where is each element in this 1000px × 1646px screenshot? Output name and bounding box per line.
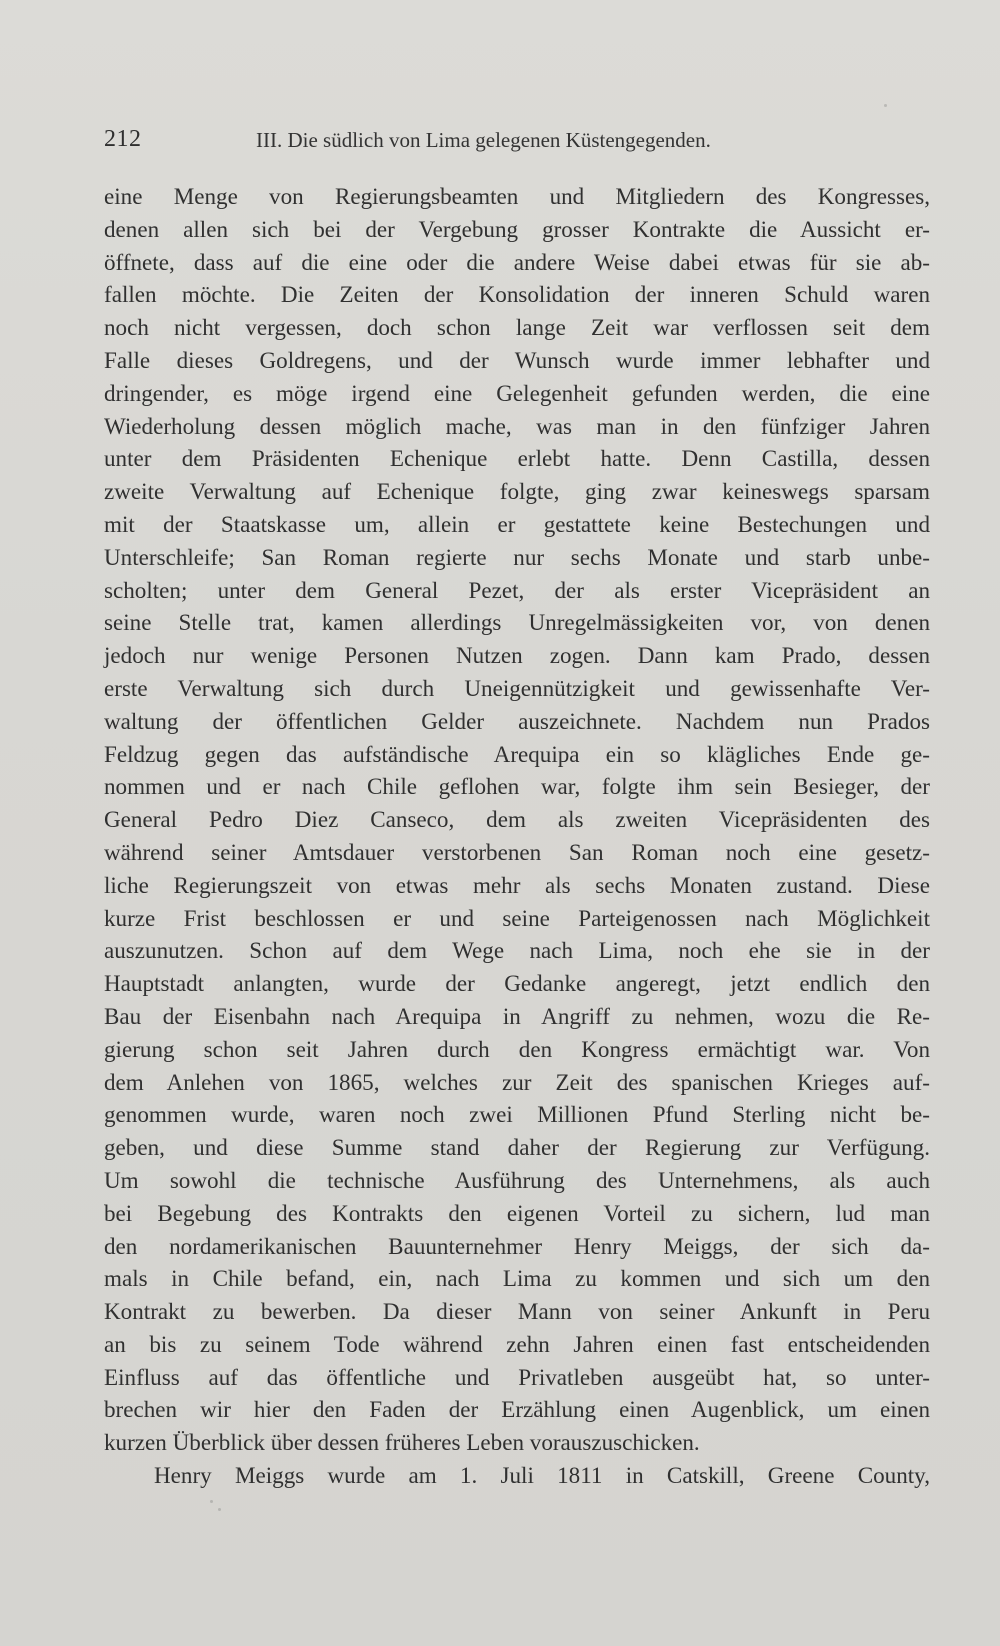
- text-line: Wiederholung dessen möglich mache, was man in den fünfziger Jahren: [104, 412, 930, 439]
- text-line: kurzen Überblick über dessen früheres Leben vorauszuschicken.: [104, 1429, 700, 1456]
- text-line: Bau der Eisenbahn nach Arequipa in Angriff zu nehmen, wozu die Re-: [104, 1002, 930, 1029]
- text-line: den nordamerikanischen Bauunternehmer Henry Meiggs, der sich da-: [104, 1232, 930, 1259]
- text-line: kurze Frist beschlossen er und seine Parteigenossen nach Möglichkeit: [104, 904, 930, 931]
- text-line: geben, und diese Summe stand daher der Regierung zur Verfügung.: [104, 1134, 930, 1161]
- text-line: mals in Chile befand, ein, nach Lima zu kommen und sich um den: [104, 1265, 930, 1292]
- text-line: Feldzug gegen das aufständische Arequipa ein so klägliches Ende ge-: [104, 740, 930, 767]
- running-title: III. Die südlich von Lima gelegenen Küstengegenden.: [256, 128, 711, 152]
- text-line: noch nicht vergessen, doch schon lange Zeit war verflossen seit dem: [104, 314, 930, 341]
- text-line: Henry Meiggs wurde am 1. Juli 1811 in Catskill, Greene County,: [154, 1462, 930, 1489]
- text-line: während seiner Amtsdauer verstorbenen San Roman noch eine gesetz-: [104, 838, 930, 865]
- text-line: General Pedro Diez Canseco, dem als zweiten Vicepräsidenten des: [104, 806, 930, 833]
- page-header: [104, 126, 900, 162]
- text-line: an bis zu seinem Tode während zehn Jahren einen fast entscheidenden: [104, 1330, 930, 1357]
- paper-speck: [884, 104, 887, 107]
- text-line: Falle dieses Goldregens, und der Wunsch wurde immer lebhafter und: [104, 346, 930, 373]
- body-text: [104, 180, 930, 1492]
- text-line: waltung der öffentlichen Gelder auszeichnete. Nachdem nun Prados: [104, 707, 930, 734]
- text-line: denen allen sich bei der Vergebung grosser Kontrakte die Aussicht er-: [104, 215, 930, 242]
- text-line: dem Anlehen von 1865, welches zur Zeit des spanischen Krieges auf-: [104, 1068, 930, 1095]
- text-line: mit der Staatskasse um, allein er gestattete keine Bestechungen und: [104, 510, 930, 537]
- text-line: fallen möchte. Die Zeiten der Konsolidation der inneren Schuld waren: [104, 281, 930, 308]
- text-line: genommen wurde, waren noch zwei Millionen Pfund Sterling nicht be-: [104, 1101, 930, 1128]
- text-line: Um sowohl die technische Ausführung des Unternehmens, als auch: [104, 1166, 930, 1193]
- text-line: erste Verwaltung sich durch Uneigennützigkeit und gewissenhafte Ver-: [104, 674, 930, 701]
- text-line: zweite Verwaltung auf Echenique folgte, ging zwar keineswegs sparsam: [104, 478, 930, 505]
- text-line: liche Regierungszeit von etwas mehr als sechs Monaten zustand. Diese: [104, 871, 930, 898]
- text-line: öffnete, dass auf die eine oder die andere Weise dabei etwas für sie ab-: [104, 248, 930, 275]
- text-line: dringender, es möge irgend eine Gelegenheit gefunden werden, die eine: [104, 379, 930, 406]
- text-line: Hauptstadt anlangten, wurde der Gedanke angeregt, jetzt endlich den: [104, 970, 930, 997]
- page-number: 212: [104, 126, 142, 152]
- text-line: bei Begebung des Kontrakts den eigenen Vorteil zu sichern, lud man: [104, 1199, 930, 1226]
- text-line: gierung schon seit Jahren durch den Kongress ermächtigt war. Von: [104, 1035, 930, 1062]
- text-line: Unterschleife; San Roman regierte nur sechs Monate und starb unbe-: [104, 543, 930, 570]
- paper-speck: [210, 1500, 213, 1503]
- text-line: Einfluss auf das öffentliche und Privatleben ausgeübt hat, so unter-: [104, 1363, 930, 1390]
- text-line: unter dem Präsidenten Echenique erlebt hatte. Denn Castilla, dessen: [104, 445, 930, 472]
- text-line: scholten; unter dem General Pezet, der als erster Vicepräsident an: [104, 576, 930, 603]
- text-line: Kontrakt zu bewerben. Da dieser Mann von seiner Ankunft in Peru: [104, 1298, 930, 1325]
- text-line: seine Stelle trat, kamen allerdings Unregelmässigkeiten vor, von denen: [104, 609, 930, 636]
- text-line: eine Menge von Regierungsbeamten und Mitgliedern des Kongresses,: [104, 183, 930, 209]
- text-line: brechen wir hier den Faden der Erzählung einen Augenblick, um einen: [104, 1396, 930, 1423]
- paper-speck: [218, 1508, 221, 1511]
- text-line: jedoch nur wenige Personen Nutzen zogen. Dann kam Prado, dessen: [104, 642, 930, 669]
- text-line: nommen und er nach Chile geflohen war, folgte ihm sein Besieger, der: [104, 773, 930, 800]
- text-line: auszunutzen. Schon auf dem Wege nach Lima, noch ehe sie in der: [104, 937, 930, 964]
